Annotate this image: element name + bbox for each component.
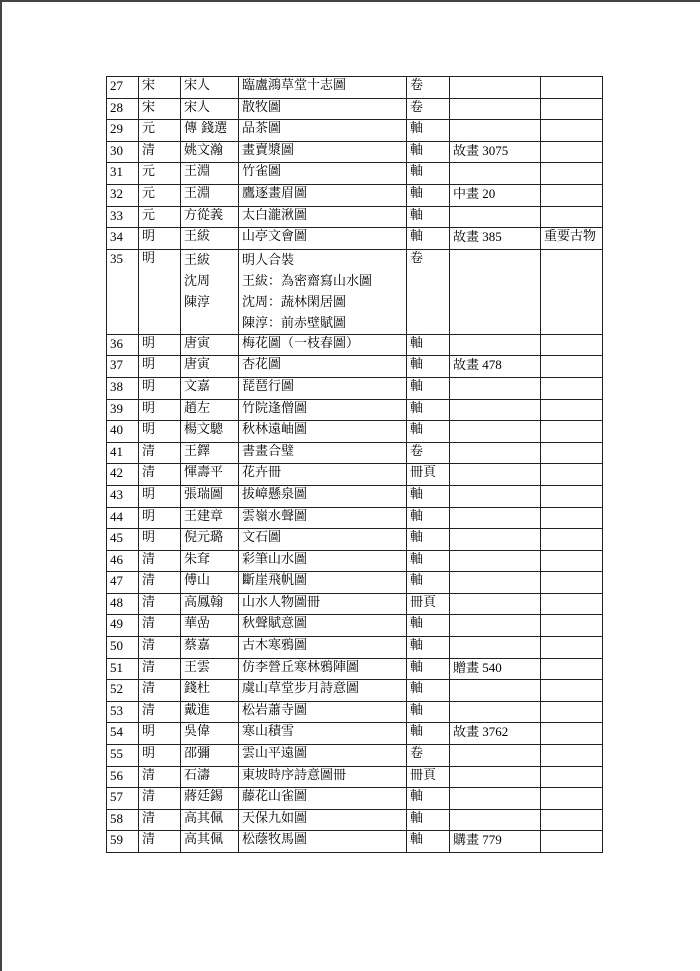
format-cell: 軸 <box>407 485 450 507</box>
artist-name: 王紱 <box>184 252 211 268</box>
title-cell: 畫賣漿圖 <box>239 141 407 163</box>
dynasty-cell: 清 <box>139 766 181 788</box>
note-cell <box>541 485 603 507</box>
painting-catalog-table <box>106 76 603 853</box>
title-cell: 雲山平遠圖 <box>239 745 407 767</box>
catalog-reference-cell: 購畫 779 <box>450 831 541 853</box>
table-row <box>107 507 603 529</box>
catalog-reference-cell <box>450 615 541 637</box>
dynasty-cell: 元 <box>139 184 181 206</box>
format-cell: 卷 <box>407 745 450 767</box>
catalog-reference-cell <box>450 507 541 529</box>
format-cell: 軸 <box>407 399 450 421</box>
artist-cell: 石濤 <box>181 766 239 788</box>
format-cell: 軸 <box>407 334 450 356</box>
note-cell <box>541 356 603 378</box>
page-edge-top <box>0 0 700 2</box>
entry-number-cell: 44 <box>107 507 139 529</box>
entry-number-cell: 42 <box>107 464 139 486</box>
dynasty-cell: 清 <box>139 615 181 637</box>
artist-cell: 唐寅 <box>181 356 239 378</box>
entry-number-cell: 58 <box>107 809 139 831</box>
format-cell: 軸 <box>407 421 450 443</box>
title-cell: 山水人物圖冊 <box>239 593 407 615</box>
dynasty-cell: 明 <box>139 356 181 378</box>
entry-number-cell: 29 <box>107 120 139 142</box>
artist-cell: 朱耷 <box>181 550 239 572</box>
catalog-reference-cell <box>450 399 541 421</box>
dynasty-cell: 明 <box>139 377 181 399</box>
table-row <box>107 442 603 464</box>
catalog-reference-cell <box>450 98 541 120</box>
table-row <box>107 529 603 551</box>
entry-number-cell: 32 <box>107 184 139 206</box>
entry-number-cell: 38 <box>107 377 139 399</box>
dynasty-cell: 清 <box>139 680 181 702</box>
catalog-reference-cell <box>450 572 541 594</box>
format-cell: 軸 <box>407 141 450 163</box>
dynasty-cell: 元 <box>139 206 181 228</box>
artist-cell: 姚文瀚 <box>181 141 239 163</box>
format-cell: 軸 <box>407 206 450 228</box>
title-cell: 拔嶂懸泉圖 <box>239 485 407 507</box>
entry-number-cell: 54 <box>107 723 139 745</box>
note-cell <box>541 723 603 745</box>
catalog-reference-cell <box>450 485 541 507</box>
catalog-reference-cell <box>450 77 541 99</box>
note-cell <box>541 745 603 767</box>
format-cell: 軸 <box>407 637 450 659</box>
artist-cell: 戴進 <box>181 701 239 723</box>
note-cell <box>541 809 603 831</box>
title-cell: 斷崖飛帆圖 <box>239 572 407 594</box>
dynasty-cell: 明 <box>139 507 181 529</box>
entry-number-cell: 47 <box>107 572 139 594</box>
title-cell: 花卉冊 <box>239 464 407 486</box>
title-cell: 東坡時序詩意圖冊 <box>239 766 407 788</box>
artist-cell: 方從義 <box>181 206 239 228</box>
artist-cell: 倪元璐 <box>181 529 239 551</box>
entry-number-cell: 35 <box>107 249 139 334</box>
work-title: 明人合裝 <box>242 252 295 268</box>
artist-cell: 王淵 <box>181 163 239 185</box>
entry-number-cell: 30 <box>107 141 139 163</box>
format-cell: 軸 <box>407 377 450 399</box>
catalog-reference-cell: 故畫 3075 <box>450 141 541 163</box>
dynasty-cell: 明 <box>139 249 181 334</box>
dynasty-cell: 清 <box>139 831 181 853</box>
format-cell: 冊頁 <box>407 593 450 615</box>
format-cell: 軸 <box>407 572 450 594</box>
catalog-reference-cell <box>450 334 541 356</box>
note-cell <box>541 507 603 529</box>
catalog-reference-cell <box>450 421 541 443</box>
title-cell: 書畫合璧 <box>239 442 407 464</box>
catalog-reference-cell <box>450 120 541 142</box>
table-row <box>107 572 603 594</box>
entry-number-cell: 55 <box>107 745 139 767</box>
note-cell <box>541 529 603 551</box>
table-row <box>107 723 603 745</box>
entry-number-cell: 31 <box>107 163 139 185</box>
dynasty-cell: 清 <box>139 788 181 810</box>
dynasty-cell: 明 <box>139 485 181 507</box>
format-cell: 軸 <box>407 831 450 853</box>
table-row <box>107 184 603 206</box>
note-cell <box>541 77 603 99</box>
dynasty-cell: 清 <box>139 442 181 464</box>
title-cell: 太白瀧湫圖 <box>239 206 407 228</box>
artist-cell: 吳偉 <box>181 723 239 745</box>
artist-cell: 張瑞圖 <box>181 485 239 507</box>
artist-cell: 高其佩 <box>181 831 239 853</box>
table-row <box>107 421 603 443</box>
format-cell: 軸 <box>407 529 450 551</box>
table-row <box>107 334 603 356</box>
format-cell: 軸 <box>407 680 450 702</box>
catalog-reference-cell: 故畫 3762 <box>450 723 541 745</box>
entry-number-cell: 48 <box>107 593 139 615</box>
table-row <box>107 120 603 142</box>
format-cell: 軸 <box>407 550 450 572</box>
work-title: 沈周：蔬林閑居圖 <box>242 294 347 310</box>
catalog-reference-cell: 故畫 385 <box>450 228 541 250</box>
catalog-reference-cell <box>450 680 541 702</box>
entry-number-cell: 50 <box>107 637 139 659</box>
entry-number-cell: 34 <box>107 228 139 250</box>
title-cell: 天保九如圖 <box>239 809 407 831</box>
title-cell: 琵琶行圖 <box>239 377 407 399</box>
catalog-reference-cell <box>450 206 541 228</box>
artist-cell: 蔣廷錫 <box>181 788 239 810</box>
catalog-reference-cell <box>450 550 541 572</box>
title-cell: 寒山積雪 <box>239 723 407 745</box>
table-row <box>107 593 603 615</box>
title-cell: 秋聲賦意圖 <box>239 615 407 637</box>
format-cell: 軸 <box>407 228 450 250</box>
catalog-reference-cell <box>450 163 541 185</box>
dynasty-cell: 明 <box>139 399 181 421</box>
dynasty-cell: 元 <box>139 120 181 142</box>
note-cell <box>541 98 603 120</box>
title-cell: 秋林遠岫圖 <box>239 421 407 443</box>
entry-number-cell: 53 <box>107 701 139 723</box>
table-row <box>107 680 603 702</box>
artist-cell: 王建章 <box>181 507 239 529</box>
catalog-reference-cell <box>450 377 541 399</box>
title-cell: 雲嶺水聲圖 <box>239 507 407 529</box>
entry-number-cell: 41 <box>107 442 139 464</box>
dynasty-cell: 明 <box>139 228 181 250</box>
dynasty-cell: 清 <box>139 572 181 594</box>
entry-number-cell: 28 <box>107 98 139 120</box>
format-cell: 冊頁 <box>407 766 450 788</box>
format-cell: 軸 <box>407 356 450 378</box>
table-row <box>107 98 603 120</box>
catalog-reference-cell <box>450 464 541 486</box>
artist-cell: 傳 錢選 <box>181 120 239 142</box>
dynasty-cell: 清 <box>139 658 181 680</box>
dynasty-cell: 明 <box>139 723 181 745</box>
note-cell <box>541 572 603 594</box>
catalog-reference-cell <box>450 637 541 659</box>
entry-number-cell: 56 <box>107 766 139 788</box>
title-cell: 梅花圖（一枝春圖） <box>239 334 407 356</box>
dynasty-cell: 清 <box>139 141 181 163</box>
artist-cell: 宋人 <box>181 77 239 99</box>
artist-name: 陳淳 <box>184 294 211 310</box>
table-row <box>107 77 603 99</box>
format-cell: 卷 <box>407 442 450 464</box>
table-row <box>107 788 603 810</box>
table-row <box>107 485 603 507</box>
catalog-reference-cell <box>450 766 541 788</box>
entry-number-cell: 36 <box>107 334 139 356</box>
entry-number-cell: 52 <box>107 680 139 702</box>
catalog-reference-cell: 贈畫 540 <box>450 658 541 680</box>
note-cell <box>541 206 603 228</box>
page-edge-left <box>0 0 2 971</box>
title-cell: 鷹逐畫眉圖 <box>239 184 407 206</box>
title-cell: 散牧圖 <box>239 98 407 120</box>
table-row <box>107 615 603 637</box>
artist-cell: 楊文驄 <box>181 421 239 443</box>
artist-cell: 趙左 <box>181 399 239 421</box>
entry-number-cell: 43 <box>107 485 139 507</box>
format-cell: 軸 <box>407 809 450 831</box>
dynasty-cell: 明 <box>139 745 181 767</box>
table-row <box>107 356 603 378</box>
note-cell <box>541 831 603 853</box>
note-cell <box>541 399 603 421</box>
title-cell: 山亭文會圖 <box>239 228 407 250</box>
table-row <box>107 658 603 680</box>
title-cell: 竹雀圖 <box>239 163 407 185</box>
note-cell <box>541 249 603 334</box>
format-cell: 軸 <box>407 615 450 637</box>
entry-number-cell: 59 <box>107 831 139 853</box>
dynasty-cell: 明 <box>139 334 181 356</box>
work-title: 王紱：為密齋寫山水圖 <box>242 273 373 289</box>
note-cell <box>541 766 603 788</box>
catalog-reference-cell: 故畫 478 <box>450 356 541 378</box>
note-cell <box>541 680 603 702</box>
artist-cell: 唐寅 <box>181 334 239 356</box>
dynasty-cell: 元 <box>139 163 181 185</box>
note-cell: 重要古物 <box>541 228 603 250</box>
entry-number-cell: 40 <box>107 421 139 443</box>
artist-cell: 邵彌 <box>181 745 239 767</box>
entry-number-cell: 27 <box>107 77 139 99</box>
table-row <box>107 228 603 250</box>
title-cell: 虞山草堂步月詩意圖 <box>239 680 407 702</box>
artist-cell: 蔡嘉 <box>181 637 239 659</box>
dynasty-cell: 清 <box>139 550 181 572</box>
title-cell: 彩筆山水圖 <box>239 550 407 572</box>
note-cell <box>541 593 603 615</box>
format-cell: 卷 <box>407 249 450 334</box>
entry-number-cell: 37 <box>107 356 139 378</box>
note-cell <box>541 377 603 399</box>
table-row <box>107 701 603 723</box>
format-cell: 軸 <box>407 120 450 142</box>
dynasty-cell: 清 <box>139 637 181 659</box>
note-cell <box>541 184 603 206</box>
format-cell: 冊頁 <box>407 464 450 486</box>
entry-number-cell: 46 <box>107 550 139 572</box>
table-row <box>107 206 603 228</box>
title-cell <box>239 249 407 334</box>
note-cell <box>541 421 603 443</box>
format-cell: 卷 <box>407 98 450 120</box>
table-row <box>107 399 603 421</box>
catalog-reference-cell <box>450 701 541 723</box>
artist-cell: 宋人 <box>181 98 239 120</box>
note-cell <box>541 550 603 572</box>
title-cell: 仿李營丘寒林鴉陣圖 <box>239 658 407 680</box>
artist-cell: 高其佩 <box>181 809 239 831</box>
title-cell: 藤花山雀圖 <box>239 788 407 810</box>
format-cell: 卷 <box>407 77 450 99</box>
note-cell <box>541 615 603 637</box>
title-cell: 臨盧鴻草堂十志圖 <box>239 77 407 99</box>
dynasty-cell: 明 <box>139 529 181 551</box>
dynasty-cell: 清 <box>139 809 181 831</box>
format-cell: 軸 <box>407 184 450 206</box>
entry-number-cell: 33 <box>107 206 139 228</box>
dynasty-cell: 清 <box>139 593 181 615</box>
note-cell <box>541 658 603 680</box>
note-cell <box>541 334 603 356</box>
table-row <box>107 249 603 334</box>
catalog-reference-cell <box>450 809 541 831</box>
entry-number-cell: 51 <box>107 658 139 680</box>
note-cell <box>541 163 603 185</box>
note-cell <box>541 701 603 723</box>
table-row <box>107 550 603 572</box>
table-row <box>107 637 603 659</box>
dynasty-cell: 清 <box>139 464 181 486</box>
title-cell: 松岩蕭寺圖 <box>239 701 407 723</box>
catalog-reference-cell <box>450 249 541 334</box>
table-row <box>107 766 603 788</box>
note-cell <box>541 120 603 142</box>
artist-cell: 王雲 <box>181 658 239 680</box>
artist-cell: 華嵒 <box>181 615 239 637</box>
format-cell: 軸 <box>407 507 450 529</box>
table-row <box>107 809 603 831</box>
artist-cell: 王淵 <box>181 184 239 206</box>
artist-cell: 錢杜 <box>181 680 239 702</box>
format-cell: 軸 <box>407 163 450 185</box>
entry-number-cell: 57 <box>107 788 139 810</box>
table-row <box>107 163 603 185</box>
artist-cell: 王鐸 <box>181 442 239 464</box>
work-title: 陳淳：前赤壁賦圖 <box>242 315 347 331</box>
title-cell: 文石圖 <box>239 529 407 551</box>
note-cell <box>541 788 603 810</box>
table-row <box>107 464 603 486</box>
table-row <box>107 831 603 853</box>
dynasty-cell: 宋 <box>139 98 181 120</box>
table-row <box>107 377 603 399</box>
catalog-reference-cell <box>450 745 541 767</box>
artist-cell: 王紱 <box>181 228 239 250</box>
format-cell: 軸 <box>407 723 450 745</box>
format-cell: 軸 <box>407 788 450 810</box>
artist-cell <box>181 249 239 334</box>
table-row <box>107 141 603 163</box>
format-cell: 軸 <box>407 658 450 680</box>
artist-cell: 惲壽平 <box>181 464 239 486</box>
entry-number-cell: 49 <box>107 615 139 637</box>
catalog-reference-cell <box>450 593 541 615</box>
artist-cell: 高鳳翰 <box>181 593 239 615</box>
title-cell: 杏花圖 <box>239 356 407 378</box>
catalog-reference-cell <box>450 529 541 551</box>
dynasty-cell: 清 <box>139 701 181 723</box>
catalog-reference-cell <box>450 442 541 464</box>
catalog-reference-cell <box>450 788 541 810</box>
catalog-reference-cell: 中畫 20 <box>450 184 541 206</box>
artist-cell: 文嘉 <box>181 377 239 399</box>
note-cell <box>541 141 603 163</box>
title-cell: 竹院逢僧圖 <box>239 399 407 421</box>
note-cell <box>541 464 603 486</box>
note-cell <box>541 442 603 464</box>
artist-name: 沈周 <box>184 273 211 289</box>
title-cell: 古木寒鴉圖 <box>239 637 407 659</box>
format-cell: 軸 <box>407 701 450 723</box>
title-cell: 松蔭牧馬圖 <box>239 831 407 853</box>
entry-number-cell: 45 <box>107 529 139 551</box>
note-cell <box>541 637 603 659</box>
dynasty-cell: 宋 <box>139 77 181 99</box>
table-row <box>107 745 603 767</box>
artist-cell: 傅山 <box>181 572 239 594</box>
entry-number-cell: 39 <box>107 399 139 421</box>
dynasty-cell: 明 <box>139 421 181 443</box>
catalog-rows <box>107 77 603 853</box>
title-cell: 品茶圖 <box>239 120 407 142</box>
